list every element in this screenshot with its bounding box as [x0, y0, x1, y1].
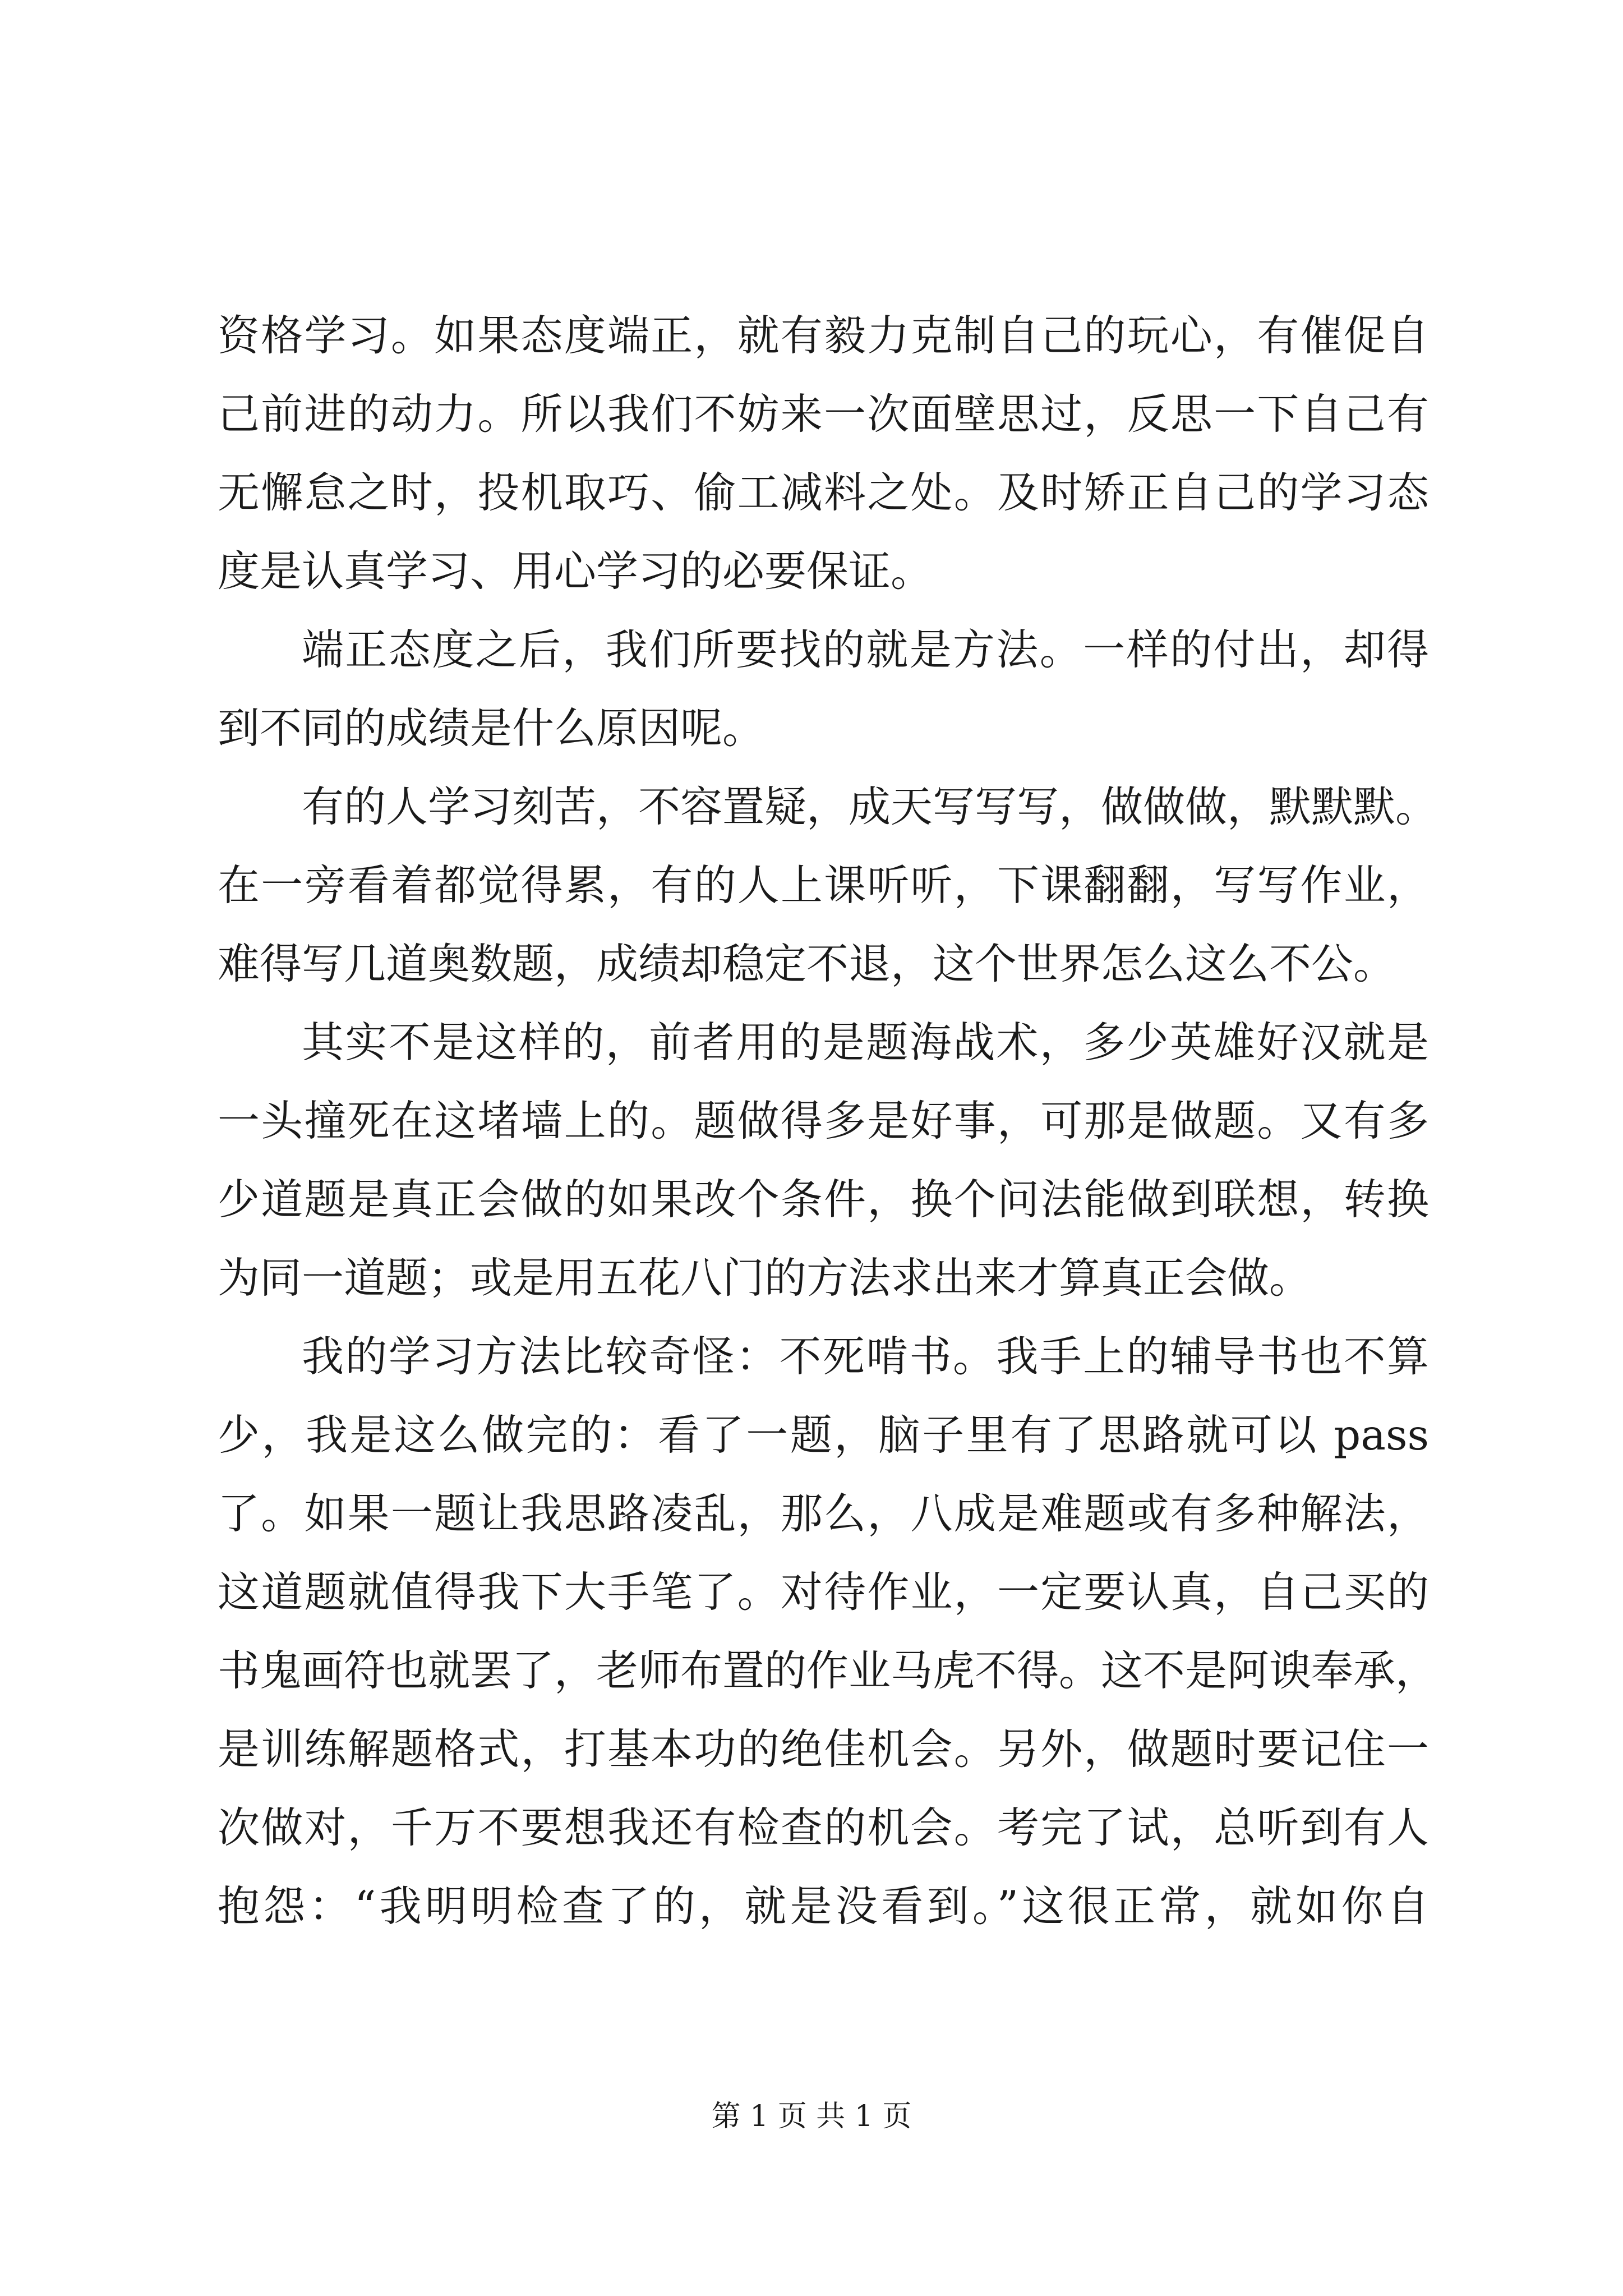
text-line: 难得写几道奥数题，成绩却稳定不退，这个世界怎么这么不公。	[218, 939, 1396, 988]
text-line: 这道题就值得我下大手笔了。对待作业，一定要认真，自己买的	[218, 1567, 1429, 1617]
text-line: 次做对，千万不要想我还有检查的机会。考完了试，总听到有人	[218, 1803, 1429, 1852]
text-line: 无懈怠之时，投机取巧、偷工减料之处。及时矫正自己的学习态	[218, 468, 1429, 517]
text-line: 在一旁看着都觉得累，有的人上课听听，下课翻翻，写写作业，	[218, 861, 1429, 910]
text-line: 其实不是这样的，前者用的是题海战术，多少英雄好汉就是	[302, 1018, 1429, 1067]
text-line: 一头撞死在这堵墙上的。题做得多是好事，可那是做题。又有多	[218, 1096, 1429, 1145]
text-line: 少道题是真正会做的如果改个条件，换个问法能做到联想，转换	[218, 1175, 1429, 1224]
page-number-footer: 第 1 页 共 1 页	[711, 2100, 912, 2133]
text-line: 己前进的动力。所以我们不妨来一次面壁思过，反思一下自己有	[218, 389, 1429, 439]
text-line: 为同一道题；或是用五花八门的方法求出来才算真正会做。	[218, 1253, 1312, 1303]
text-line: 我的学习方法比较奇怪：不死啃书。我手上的辅导书也不算	[302, 1332, 1429, 1381]
text-line: 抱怨：“我明明检查了的，就是没看到。”这很正常，就如你自	[218, 1881, 1429, 1931]
text-line: 资格学习。如果态度端正，就有毅力克制自己的玩心，有催促自	[218, 311, 1429, 360]
text-line: 有的人学习刻苦，不容置疑，成天写写写，做做做，默默默。	[302, 782, 1438, 831]
text-line: 到不同的成绩是什么原因呢。	[218, 703, 765, 753]
text-line: 是训练解题格式，打基本功的绝佳机会。另外，做题时要记住一	[218, 1724, 1429, 1774]
document-body	[218, 296, 1438, 1945]
text-line: 少，我是这么做完的：看了一题，脑子里有了思路就可以 pass	[218, 1410, 1429, 1460]
text-line: 度是认真学习、用心学习的必要保证。	[218, 546, 933, 596]
text-line: 端正态度之后，我们所要找的就是方法。一样的付出，却得	[302, 625, 1429, 674]
text-line: 书鬼画符也就罢了，老师布置的作业马虎不得。这不是阿谀奉承，	[218, 1646, 1438, 1695]
text-line: 了。如果一题让我思路凌乱，那么，八成是难题或有多种解法，	[218, 1489, 1429, 1538]
